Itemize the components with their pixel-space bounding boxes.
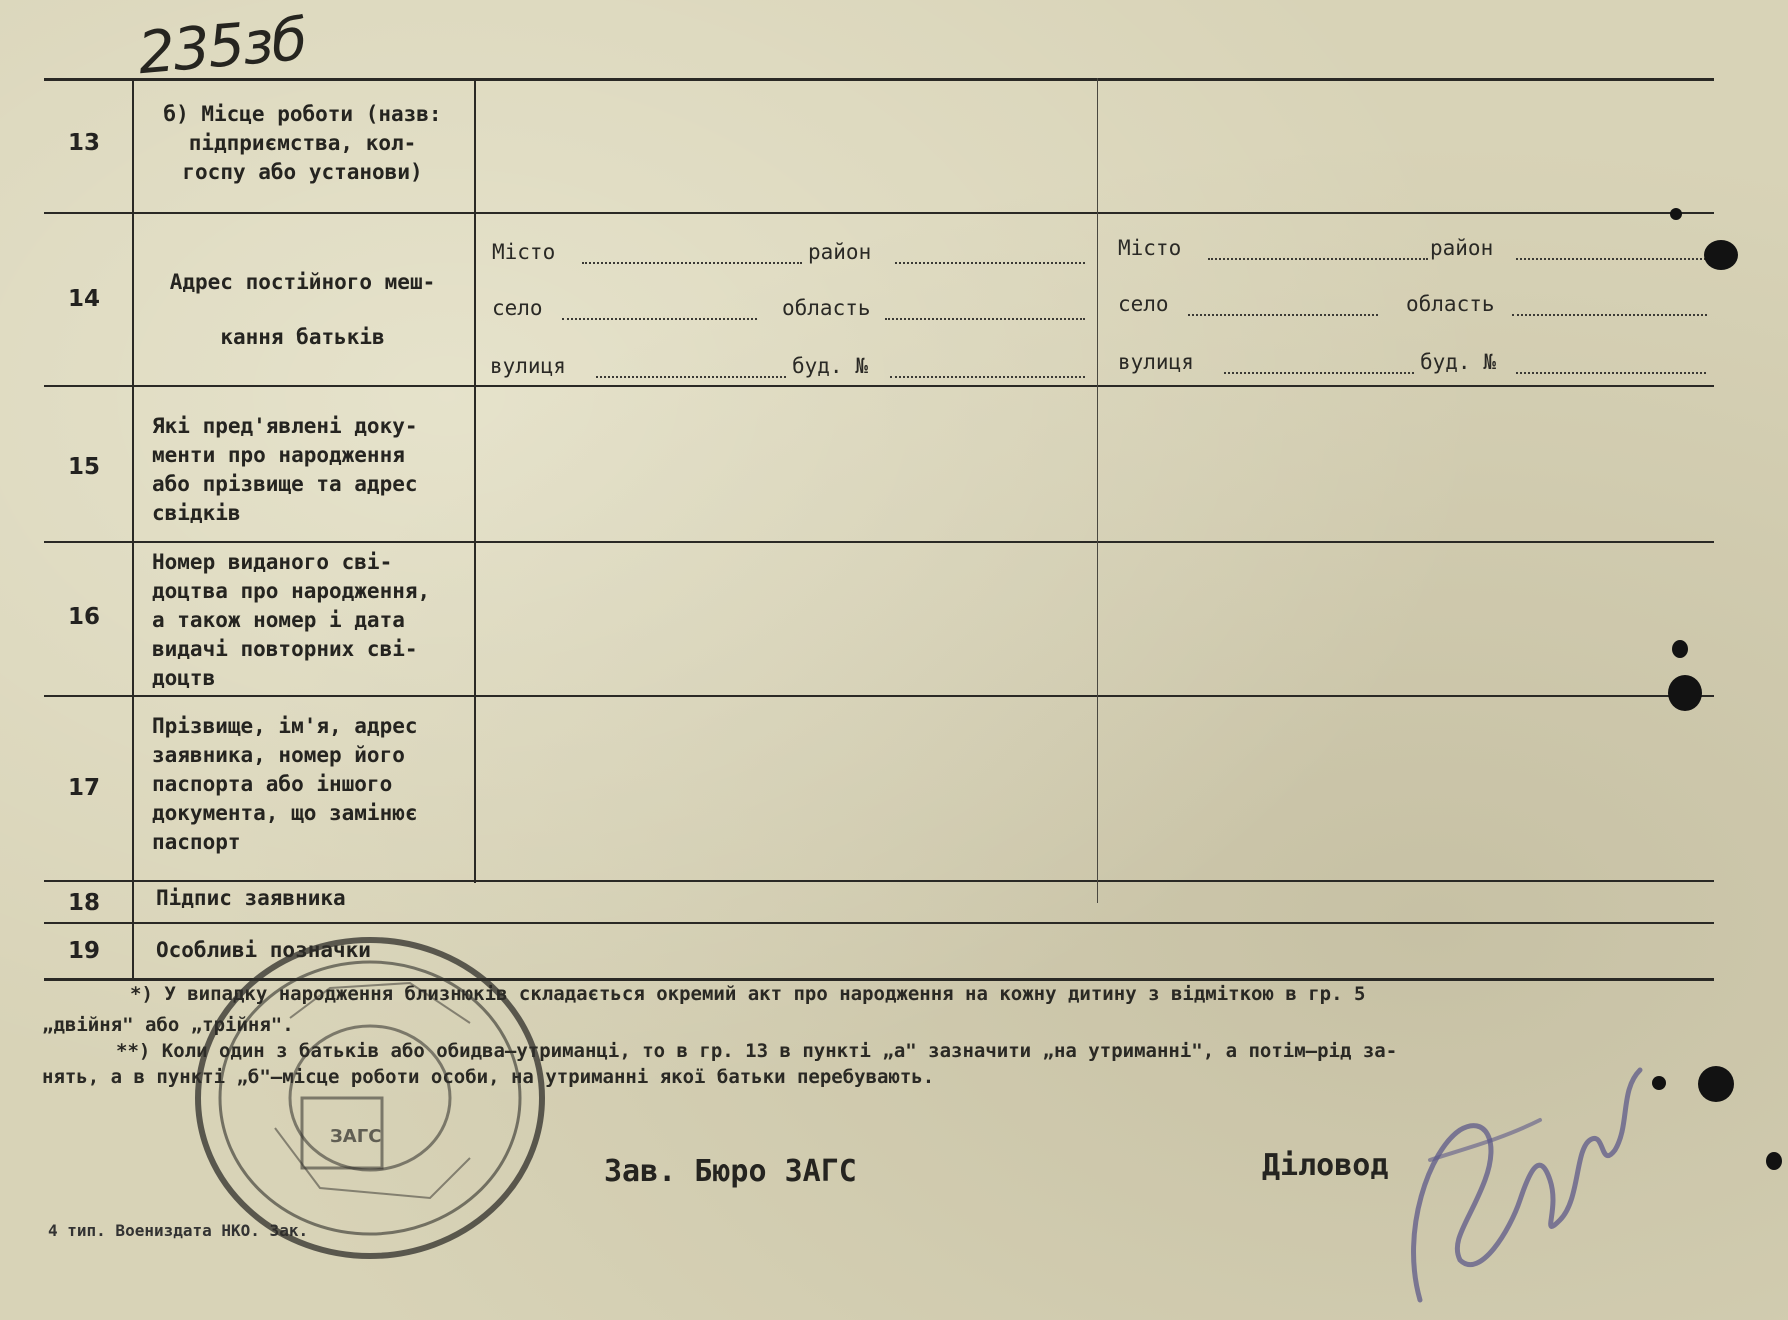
official-stamp (180, 928, 560, 1268)
father-district-line (895, 262, 1085, 264)
row-divider-13-14 (44, 212, 1714, 214)
footnote-dependents-line2: нять, а в пункті „б"—місце роботи особи, на утриманні якої батьки перебувають. (42, 1066, 935, 1088)
row-label-18: Підпис заявника (156, 886, 346, 910)
father-village-label: село (492, 296, 543, 320)
father-building-line (890, 376, 1085, 378)
father-village-line (562, 318, 757, 320)
mother-district-label: район (1430, 236, 1494, 260)
clerk-signature (1390, 1030, 1650, 1320)
row-number-18: 18 (67, 890, 100, 916)
father-building-label: буд. № (792, 354, 868, 378)
row-label-14: Адрес постійного меш- кання батьків (169, 270, 436, 349)
row-divider-16-17 (44, 695, 1714, 697)
row-divider-18-19 (44, 922, 1714, 924)
father-region-line (885, 318, 1085, 320)
row-label-13: б) Місце роботи (назв: підприємства, кол- госпу або установи) (163, 102, 442, 184)
printer-imprint: 4 тип. Воениздата НКО. Зак. (48, 1221, 309, 1240)
row-label-16: Номер виданого сві- доцтва про народження, а також номер і дата видачі повторних сві- доцтв (152, 550, 431, 690)
mother-city-label: Місто (1118, 236, 1182, 260)
clerk-label: Діловод (1262, 1148, 1389, 1183)
mother-building-label: буд. № (1420, 350, 1496, 374)
col-divider-parents (1097, 78, 1098, 903)
head-of-registry-label: Зав. Бюро ЗАГС (604, 1154, 857, 1189)
row-number-19: 19 (67, 938, 100, 964)
mother-street-line (1224, 372, 1414, 374)
row-divider-15-16 (44, 541, 1714, 543)
handwritten-record-number: 235зб (135, 4, 308, 88)
binding-hole (1698, 1066, 1734, 1102)
binding-hole (1672, 640, 1688, 658)
father-street-label: вулиця (490, 354, 566, 378)
mother-region-label: область (1406, 292, 1495, 316)
mother-city-line (1208, 258, 1428, 260)
mother-region-line (1512, 314, 1707, 316)
binding-hole (1670, 208, 1682, 220)
row-number-15: 15 (67, 454, 100, 480)
father-street-line (596, 376, 786, 378)
svg-text:ЗАГС: ЗАГС (330, 1126, 382, 1147)
binding-hole (1668, 675, 1702, 711)
col-divider-label (474, 78, 476, 883)
father-city-line (582, 262, 802, 264)
father-district-label: район (808, 240, 872, 264)
mother-village-label: село (1118, 292, 1169, 316)
mother-district-line (1516, 258, 1706, 260)
binding-hole (1766, 1152, 1782, 1170)
footnote-twins-line1: *) У випадку народження близнюків складається окремий акт про народження на кожну дитину з відміткою в гр. 5 (130, 983, 1366, 1005)
binding-hole (1652, 1076, 1666, 1090)
father-region-label: область (782, 296, 871, 320)
row-label-15: Які пред'явлені доку- менти про народження або прізвище та адрес свідків (152, 414, 418, 525)
row-label-17: Прізвище, ім'я, адрес заявника, номер його паспорта або іншого документа, що замінює паспорт (152, 714, 418, 854)
col-divider-number (132, 78, 134, 978)
row-label-19: Особливі позначки (156, 938, 371, 962)
mother-building-line (1516, 372, 1706, 374)
row-number-16: 16 (67, 604, 100, 630)
footnote-twins-line2: „двійня" або „трійня". (42, 1014, 294, 1036)
father-city-label: Місто (492, 240, 556, 264)
row-divider-17-18 (44, 880, 1714, 882)
row-number-17: 17 (67, 775, 100, 801)
row-divider-14-15 (44, 385, 1714, 387)
footnote-dependents-line1: **) Коли один з батьків або обидва—утриманці, то в гр. 13 в пункті „а" зазначити „на утриманні", а потім—рід за- (116, 1040, 1398, 1062)
table-top-rule (44, 78, 1714, 81)
mother-street-label: вулиця (1118, 350, 1194, 374)
row-number-14: 14 (67, 286, 100, 312)
mother-village-line (1188, 314, 1378, 316)
binding-hole (1704, 240, 1738, 270)
row-number-13: 13 (67, 130, 100, 156)
